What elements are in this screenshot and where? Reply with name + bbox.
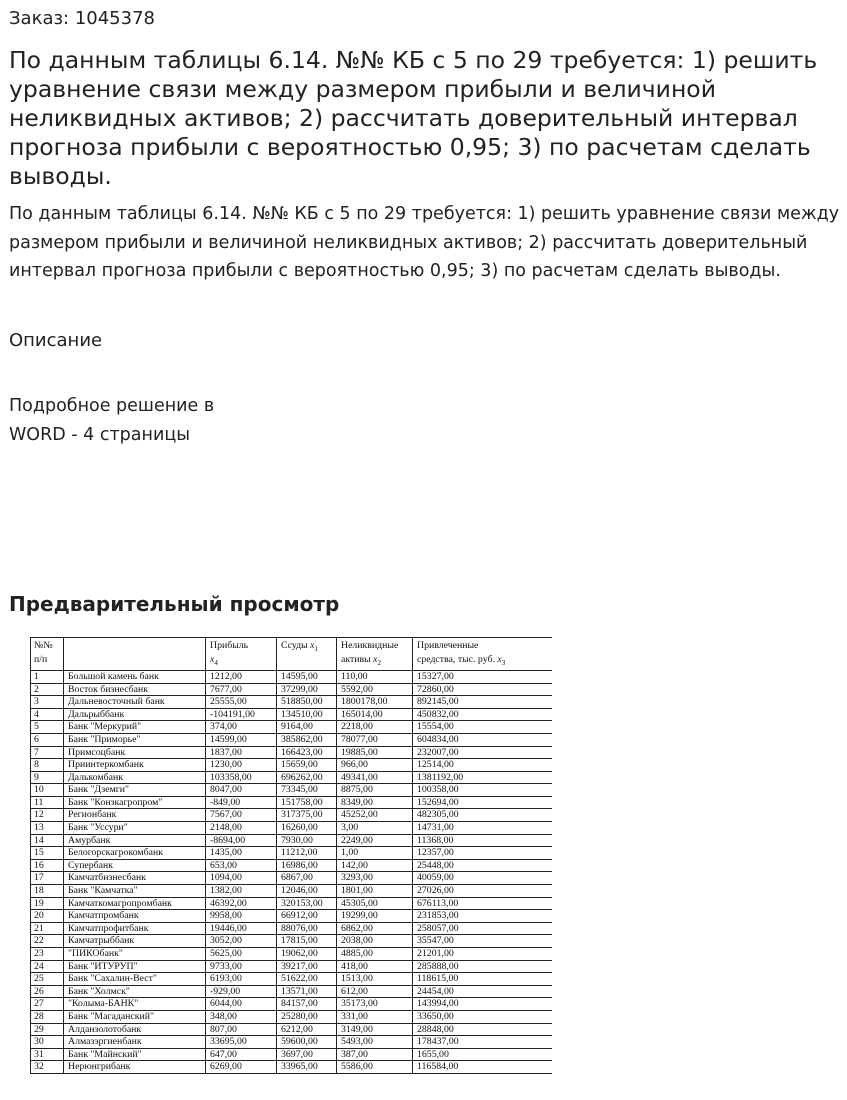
cell-funds: 258057,00 — [413, 922, 553, 935]
cell-profit: 348,00 — [206, 1010, 277, 1023]
cell-bank-name: Амурбанк — [64, 834, 206, 847]
cell-loans: 25280,00 — [277, 1010, 337, 1023]
cell-num: 22 — [31, 935, 64, 948]
cell-num: 27 — [31, 998, 64, 1011]
cell-illiquid: 2218,00 — [337, 721, 413, 734]
table-row — [31, 1036, 553, 1049]
table-row — [31, 708, 553, 721]
cell-loans: 11212,00 — [277, 847, 337, 860]
cell-profit: 1382,00 — [206, 885, 277, 898]
cell-profit: 7677,00 — [206, 683, 277, 696]
cell-num: 30 — [31, 1036, 64, 1049]
cell-funds: 232007,00 — [413, 746, 553, 759]
cell-profit: 14599,00 — [206, 733, 277, 746]
cell-profit: 7567,00 — [206, 809, 277, 822]
cell-num: 20 — [31, 910, 64, 923]
cell-bank-name: Банк "Меркурий" — [64, 721, 206, 734]
cell-illiquid: 110,00 — [337, 670, 413, 683]
cell-bank-name: Банк "ИТУРУП" — [64, 960, 206, 973]
cell-bank-name: Нерюнгрибанк — [64, 1061, 206, 1074]
cell-num: 19 — [31, 897, 64, 910]
table-row — [31, 897, 553, 910]
table-row — [31, 1010, 553, 1023]
cell-loans: 19062,00 — [277, 948, 337, 961]
table-header-row — [31, 638, 553, 671]
cell-loans: 385862,00 — [277, 733, 337, 746]
table-row — [31, 872, 553, 885]
cell-num: 17 — [31, 872, 64, 885]
cell-bank-name: Супербанк — [64, 859, 206, 872]
task-body: По данным таблицы 6.14. №№ КБ с 5 по 29 требуется: 1) решить уравнение связи между размером прибыли и величиной неликвидных активов; 2) рассчитать доверительный интервал прогноза прибыли с вероятностью 0,95; 3) по расчетам сделать выводы. — [9, 204, 840, 281]
cell-profit: 8047,00 — [206, 784, 277, 797]
cell-profit: -849,00 — [206, 796, 277, 809]
preview-title: Предварительный просмотр — [9, 592, 340, 616]
cell-profit: 46392,00 — [206, 897, 277, 910]
cell-profit: 807,00 — [206, 1023, 277, 1036]
cell-illiquid: 49341,00 — [337, 771, 413, 784]
cell-bank-name: Приинтеркомбанк — [64, 759, 206, 772]
bank-table — [30, 637, 552, 1074]
table-row — [31, 796, 553, 809]
cell-loans: 17815,00 — [277, 935, 337, 948]
cell-bank-name: Банк "Приморье" — [64, 733, 206, 746]
table-row — [31, 834, 553, 847]
cell-funds: 11368,00 — [413, 834, 553, 847]
table-body — [31, 670, 553, 1073]
cell-funds: 28848,00 — [413, 1023, 553, 1036]
cell-illiquid: 5586,00 — [337, 1061, 413, 1074]
cell-profit: 374,00 — [206, 721, 277, 734]
cell-profit: 3052,00 — [206, 935, 277, 948]
cell-loans: 51622,00 — [277, 973, 337, 986]
cell-bank-name: Банк "Камчатка" — [64, 885, 206, 898]
cell-funds: 40059,00 — [413, 872, 553, 885]
table-row — [31, 948, 553, 961]
cell-loans: 166423,00 — [277, 746, 337, 759]
cell-loans: 59600,00 — [277, 1036, 337, 1049]
cell-loans: 15659,00 — [277, 759, 337, 772]
cell-num: 2 — [31, 683, 64, 696]
cell-profit: 647,00 — [206, 1048, 277, 1061]
cell-num: 13 — [31, 822, 64, 835]
cell-num: 29 — [31, 1023, 64, 1036]
cell-bank-name: Камчатбизнесбанк — [64, 872, 206, 885]
cell-illiquid: 2038,00 — [337, 935, 413, 948]
cell-illiquid: 1801,00 — [337, 885, 413, 898]
cell-illiquid: 1513,00 — [337, 973, 413, 986]
cell-bank-name: Камчатпромбанк — [64, 910, 206, 923]
header-name — [64, 638, 206, 671]
table-row — [31, 1023, 553, 1036]
cell-illiquid: 6862,00 — [337, 922, 413, 935]
cell-funds: 27026,00 — [413, 885, 553, 898]
cell-loans: 317375,00 — [277, 809, 337, 822]
table-row — [31, 922, 553, 935]
cell-loans: 6212,00 — [277, 1023, 337, 1036]
cell-illiquid: 1800178,00 — [337, 696, 413, 709]
header-loans: Ссуды $x_1$ — [277, 638, 337, 671]
cell-bank-name: Регионбанк — [64, 809, 206, 822]
cell-illiquid: 3293,00 — [337, 872, 413, 885]
cell-funds: 15554,00 — [413, 721, 553, 734]
cell-bank-name: Дальрыббанк — [64, 708, 206, 721]
cell-illiquid: 19885,00 — [337, 746, 413, 759]
cell-bank-name: Банк "Магаданский" — [64, 1010, 206, 1023]
cell-bank-name: Банк "Конзкагропром" — [64, 796, 206, 809]
cell-illiquid: 5592,00 — [337, 683, 413, 696]
cell-profit: -8694,00 — [206, 834, 277, 847]
cell-profit: 2148,00 — [206, 822, 277, 835]
cell-funds: 25448,00 — [413, 859, 553, 872]
cell-funds: 178437,00 — [413, 1036, 553, 1049]
cell-num: 11 — [31, 796, 64, 809]
cell-loans: 73345,00 — [277, 784, 337, 797]
cell-profit: 1435,00 — [206, 847, 277, 860]
cell-funds: 24454,00 — [413, 985, 553, 998]
cell-funds: 676113,00 — [413, 897, 553, 910]
cell-illiquid: 45305,00 — [337, 897, 413, 910]
cell-num: 9 — [31, 771, 64, 784]
cell-loans: 66912,00 — [277, 910, 337, 923]
cell-illiquid: 35173,00 — [337, 998, 413, 1011]
cell-loans: 151758,00 — [277, 796, 337, 809]
cell-profit: 6269,00 — [206, 1061, 277, 1074]
table-row — [31, 771, 553, 784]
cell-illiquid: 5493,00 — [337, 1036, 413, 1049]
cell-funds: 143994,00 — [413, 998, 553, 1011]
cell-bank-name: Белогорскагрокомбанк — [64, 847, 206, 860]
cell-funds: 482305,00 — [413, 809, 553, 822]
cell-num: 18 — [31, 885, 64, 898]
cell-funds: 35547,00 — [413, 935, 553, 948]
cell-illiquid: 4885,00 — [337, 948, 413, 961]
cell-bank-name: Далькомбанк — [64, 771, 206, 784]
table-row — [31, 683, 553, 696]
table-row — [31, 733, 553, 746]
cell-num: 14 — [31, 834, 64, 847]
cell-profit: 9958,00 — [206, 910, 277, 923]
table-row — [31, 721, 553, 734]
table-row — [31, 809, 553, 822]
cell-profit: -929,00 — [206, 985, 277, 998]
header-funds: Привлеченные средства, тыс. руб. $x_3$ — [413, 638, 553, 671]
cell-funds: 450832,00 — [413, 708, 553, 721]
cell-funds: 285888,00 — [413, 960, 553, 973]
cell-num: 31 — [31, 1048, 64, 1061]
cell-funds: 14731,00 — [413, 822, 553, 835]
cell-num: 28 — [31, 1010, 64, 1023]
cell-illiquid: 331,00 — [337, 1010, 413, 1023]
cell-illiquid: 3149,00 — [337, 1023, 413, 1036]
table-row — [31, 784, 553, 797]
cell-illiquid: 387,00 — [337, 1048, 413, 1061]
description-label: Описание — [9, 330, 103, 351]
cell-funds: 604834,00 — [413, 733, 553, 746]
cell-loans: 518850,00 — [277, 696, 337, 709]
cell-num: 25 — [31, 973, 64, 986]
cell-illiquid: 142,00 — [337, 859, 413, 872]
cell-bank-name: Примсоцбанк — [64, 746, 206, 759]
cell-bank-name: Большой камень банк — [64, 670, 206, 683]
table-row — [31, 935, 553, 948]
cell-num: 1 — [31, 670, 64, 683]
cell-illiquid: 966,00 — [337, 759, 413, 772]
cell-loans: 696262,00 — [277, 771, 337, 784]
cell-funds: 116584,00 — [413, 1061, 553, 1074]
cell-loans: 134510,00 — [277, 708, 337, 721]
cell-funds: 33650,00 — [413, 1010, 553, 1023]
cell-funds: 12514,00 — [413, 759, 553, 772]
table-row — [31, 759, 553, 772]
cell-profit: 25555,00 — [206, 696, 277, 709]
cell-num: 24 — [31, 960, 64, 973]
header-num: №№ п/п — [31, 638, 64, 671]
cell-bank-name: Банк "Дземги" — [64, 784, 206, 797]
cell-funds: 118615,00 — [413, 973, 553, 986]
header-profit: Прибыль $x_4$ — [206, 638, 277, 671]
solution-line-2: WORD - 4 страницы — [9, 425, 191, 445]
cell-funds: 152694,00 — [413, 796, 553, 809]
cell-illiquid: 78077,00 — [337, 733, 413, 746]
cell-funds: 1381192,00 — [413, 771, 553, 784]
cell-profit: 653,00 — [206, 859, 277, 872]
cell-illiquid: 165014,00 — [337, 708, 413, 721]
cell-loans: 37299,00 — [277, 683, 337, 696]
cell-loans: 16986,00 — [277, 859, 337, 872]
cell-profit: 1212,00 — [206, 670, 277, 683]
cell-loans: 7930,00 — [277, 834, 337, 847]
cell-profit: 1837,00 — [206, 746, 277, 759]
cell-num: 7 — [31, 746, 64, 759]
cell-profit: 103358,00 — [206, 771, 277, 784]
solution-line-1: Подробное решение в — [9, 396, 215, 416]
cell-loans: 16260,00 — [277, 822, 337, 835]
cell-funds: 72860,00 — [413, 683, 553, 696]
table-row — [31, 696, 553, 709]
table-row — [31, 985, 553, 998]
cell-illiquid: 8349,00 — [337, 796, 413, 809]
cell-loans: 13571,00 — [277, 985, 337, 998]
table-row — [31, 1061, 553, 1074]
cell-profit: 19446,00 — [206, 922, 277, 935]
cell-profit: 6193,00 — [206, 973, 277, 986]
cell-num: 3 — [31, 696, 64, 709]
cell-num: 26 — [31, 985, 64, 998]
table-row — [31, 746, 553, 759]
cell-num: 5 — [31, 721, 64, 734]
cell-loans: 14595,00 — [277, 670, 337, 683]
order-number: Заказ: 1045378 — [9, 8, 155, 29]
cell-funds: 12357,00 — [413, 847, 553, 860]
solution-info — [9, 392, 214, 450]
cell-bank-name: Восток бизнесбанк — [64, 683, 206, 696]
cell-loans: 33965,00 — [277, 1061, 337, 1074]
cell-num: 21 — [31, 922, 64, 935]
cell-loans: 88076,00 — [277, 922, 337, 935]
cell-bank-name: Камчатрыббанк — [64, 935, 206, 948]
cell-loans: 9164,00 — [277, 721, 337, 734]
cell-illiquid: 612,00 — [337, 985, 413, 998]
cell-num: 4 — [31, 708, 64, 721]
cell-bank-name: Камчатпрофитбанк — [64, 922, 206, 935]
cell-num: 12 — [31, 809, 64, 822]
table-row — [31, 822, 553, 835]
table-row — [31, 670, 553, 683]
cell-bank-name: Банк "Холмск" — [64, 985, 206, 998]
cell-illiquid: 2249,00 — [337, 834, 413, 847]
cell-funds: 892145,00 — [413, 696, 553, 709]
cell-illiquid: 45252,00 — [337, 809, 413, 822]
cell-funds: 15327,00 — [413, 670, 553, 683]
cell-num: 8 — [31, 759, 64, 772]
task-headline: По данным таблицы 6.14. №№ КБ с 5 по 29 требуется: 1) решить уравнение связи между размером прибыли и величиной неликвидных активов; 2) рассчитать доверительный интервал прогноза прибыли с вероятностью 0,95; 3) по расчетам сделать выводы. — [9, 46, 818, 190]
cell-profit: 1230,00 — [206, 759, 277, 772]
cell-bank-name: Дальневосточный банк — [64, 696, 206, 709]
cell-loans: 12046,00 — [277, 885, 337, 898]
cell-profit: 33695,00 — [206, 1036, 277, 1049]
table-row — [31, 973, 553, 986]
cell-bank-name: Банк "Уссури" — [64, 822, 206, 835]
cell-bank-name: Алданзолотобанк — [64, 1023, 206, 1036]
cell-bank-name: "Колыма-БАНК" — [64, 998, 206, 1011]
cell-loans: 3697,00 — [277, 1048, 337, 1061]
cell-illiquid: 8875,00 — [337, 784, 413, 797]
cell-illiquid: 1,00 — [337, 847, 413, 860]
table-row — [31, 859, 553, 872]
cell-funds: 1655,00 — [413, 1048, 553, 1061]
table-row — [31, 910, 553, 923]
cell-funds: 21201,00 — [413, 948, 553, 961]
cell-bank-name: Камчаткомагропромбанк — [64, 897, 206, 910]
cell-bank-name: Алмазэргиенбанк — [64, 1036, 206, 1049]
cell-loans: 84157,00 — [277, 998, 337, 1011]
cell-profit: 6044,00 — [206, 998, 277, 1011]
cell-illiquid: 19299,00 — [337, 910, 413, 923]
cell-num: 16 — [31, 859, 64, 872]
cell-num: 10 — [31, 784, 64, 797]
cell-bank-name: "ПИКОбанк" — [64, 948, 206, 961]
cell-profit: 9733,00 — [206, 960, 277, 973]
cell-profit: -104191,00 — [206, 708, 277, 721]
table-row — [31, 1048, 553, 1061]
cell-funds: 231853,00 — [413, 910, 553, 923]
cell-bank-name: Банк "Майнский" — [64, 1048, 206, 1061]
cell-illiquid: 418,00 — [337, 960, 413, 973]
cell-num: 23 — [31, 948, 64, 961]
cell-loans: 39217,00 — [277, 960, 337, 973]
cell-num: 15 — [31, 847, 64, 860]
cell-num: 6 — [31, 733, 64, 746]
cell-num: 32 — [31, 1061, 64, 1074]
header-illiquid: Неликвидные активы $x_2$ — [337, 638, 413, 671]
cell-funds: 100358,00 — [413, 784, 553, 797]
table-row — [31, 998, 553, 1011]
cell-bank-name: Банк "Сахалин-Вест" — [64, 973, 206, 986]
cell-profit: 5625,00 — [206, 948, 277, 961]
table-row — [31, 885, 553, 898]
cell-loans: 320153,00 — [277, 897, 337, 910]
cell-loans: 6867,00 — [277, 872, 337, 885]
table-row — [31, 960, 553, 973]
cell-illiquid: 3,00 — [337, 822, 413, 835]
cell-profit: 1094,00 — [206, 872, 277, 885]
preview-image — [30, 637, 552, 1091]
table-row — [31, 847, 553, 860]
